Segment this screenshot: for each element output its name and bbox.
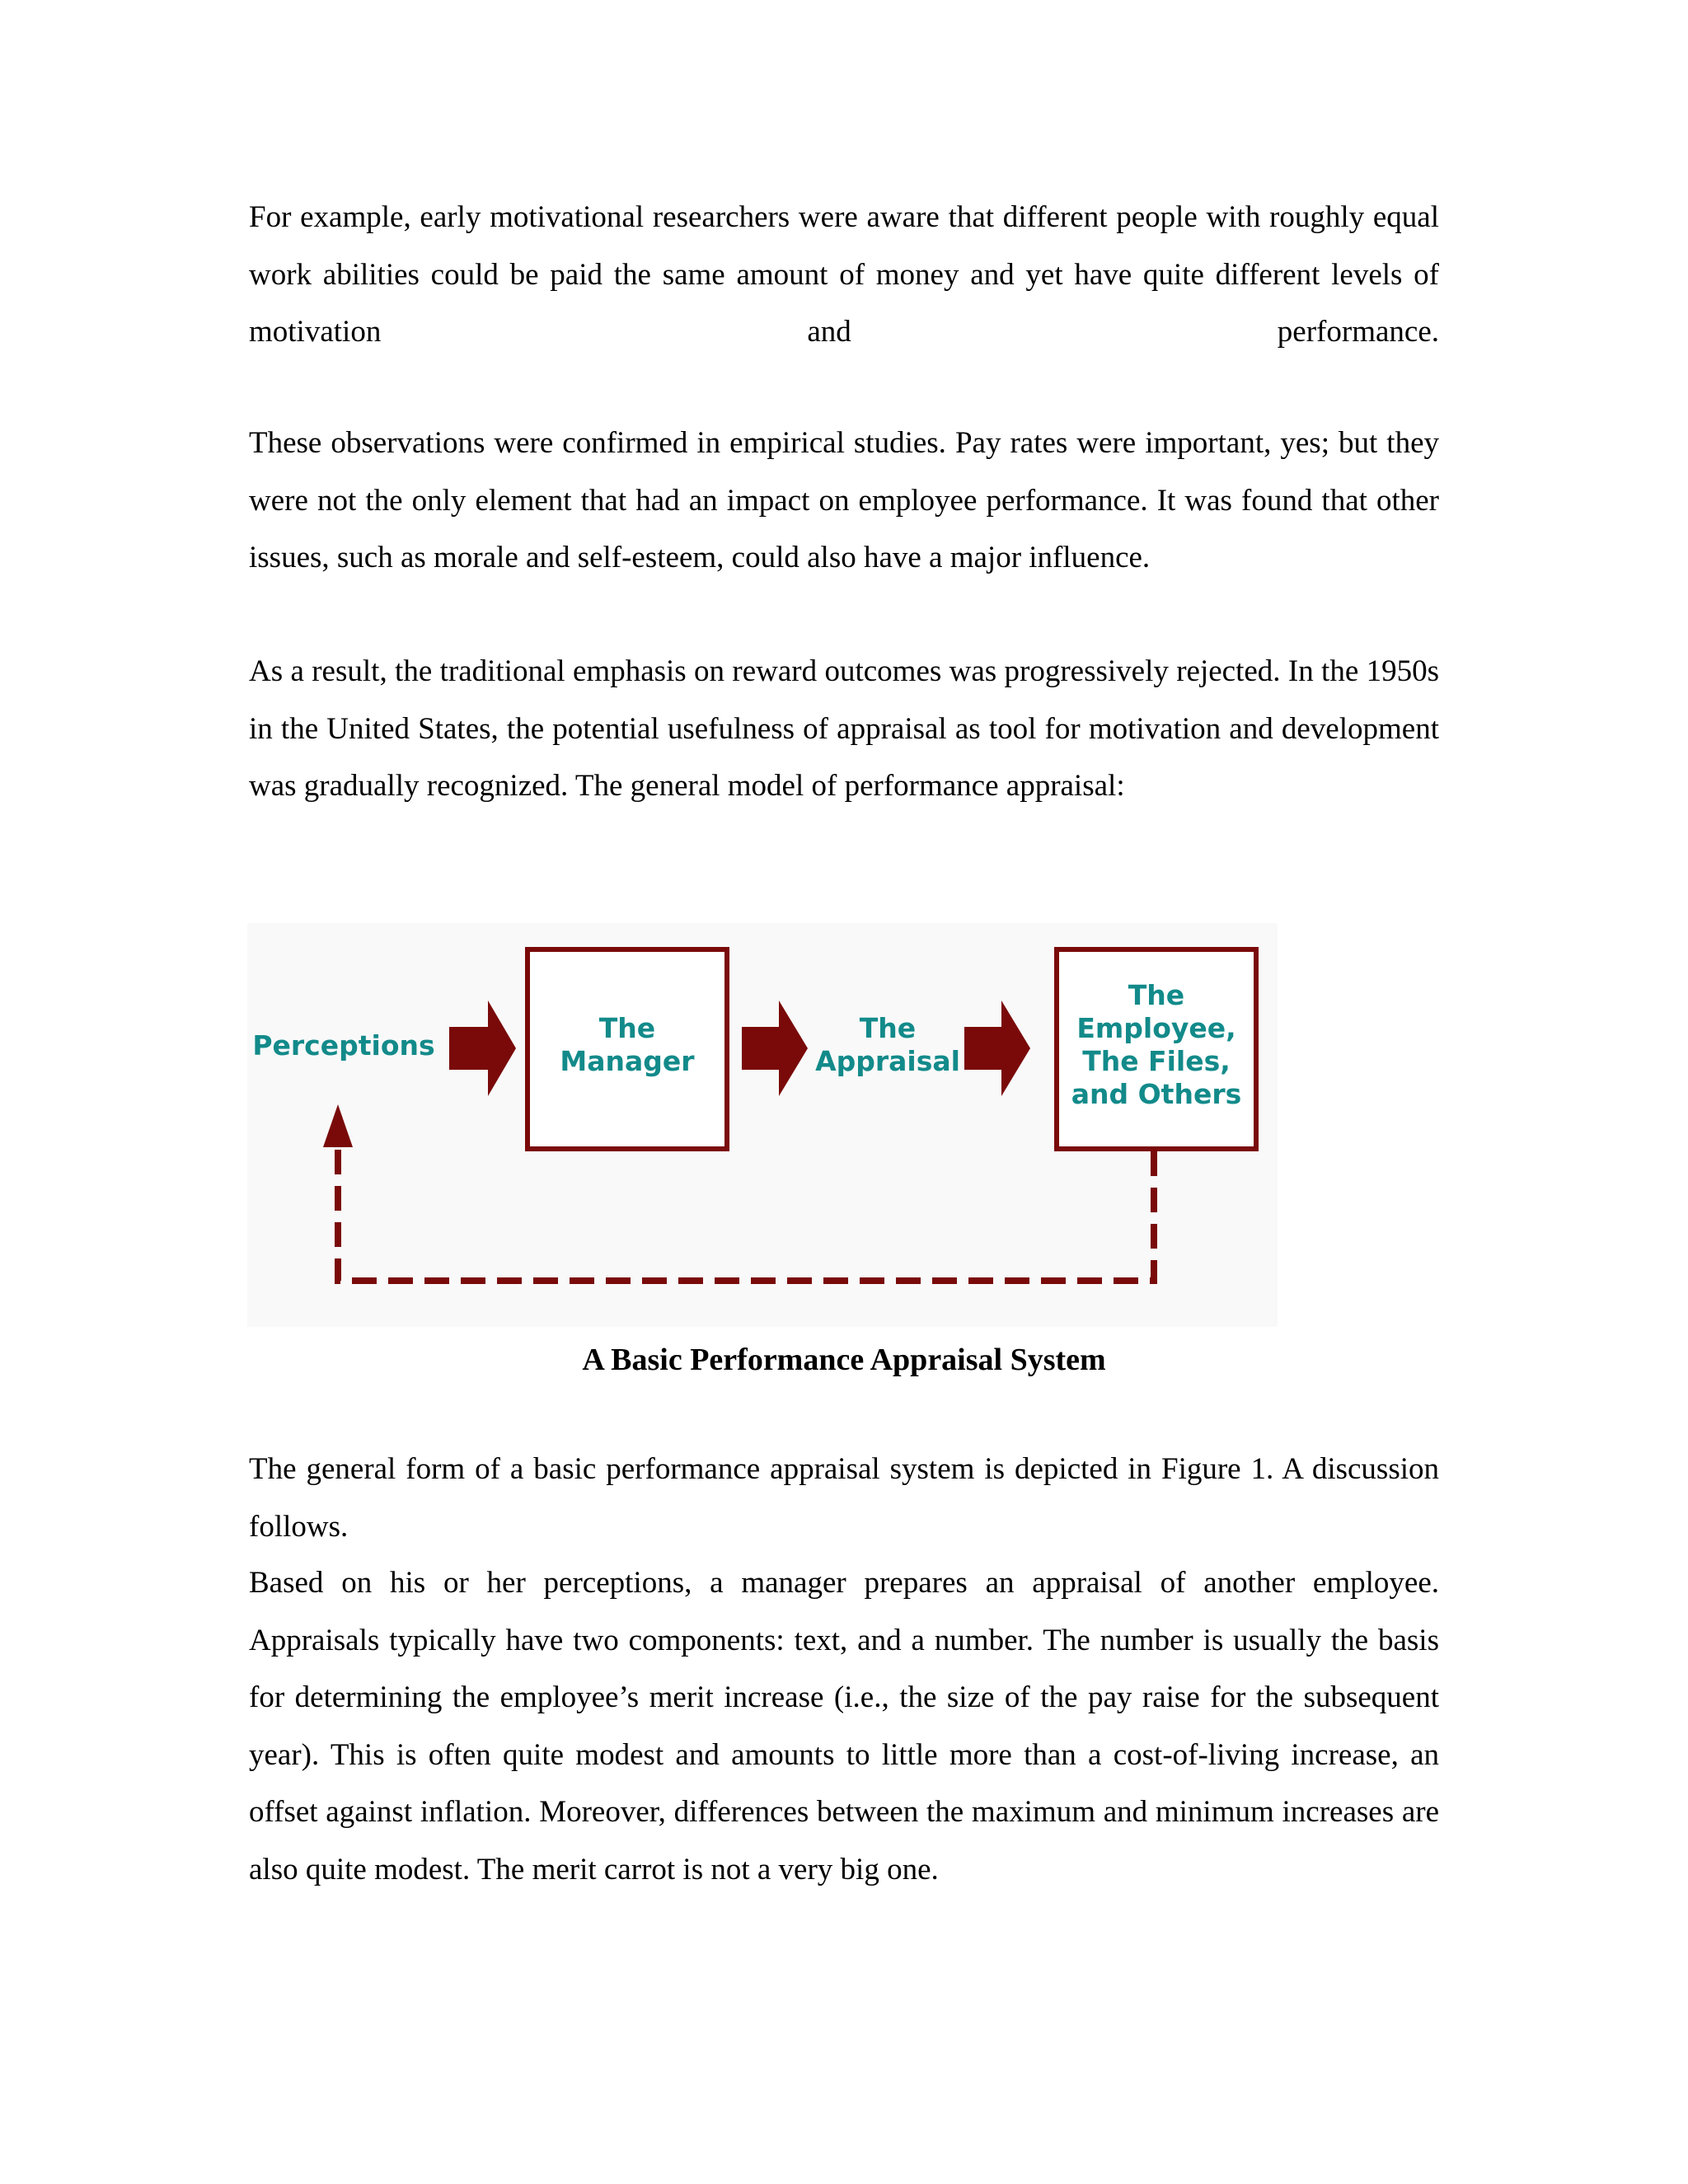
paragraph-1: For example, early motivational researchers were aware that different people with roughly equal work abilities could be paid the same amount of money and yet have quite different levels of motivation and performance. [249,200,1439,349]
label-perceptions: Perceptions [252,1029,435,1062]
diagram-svg [0,907,1688,1335]
figure-caption: A Basic Performance Appraisal System [582,1343,1106,1377]
label-employee-line1: The [1128,979,1185,1011]
paragraph-5: Based on his or her perceptions, a manager prepares an appraisal of another employee. Appraisals typically have two components: text, and a number. The number is usually the basis for determining the employee’s merit increase (i.e., the size of the pay raise for the subsequent year). This is often quite modest and amounts to little more than a cost-of-living increase, an offset against inflation. Moreover, differences between the maximum and minimum increases are also quite modest. The merit carrot is not a very big one. [249,1566,1439,1886]
paragraph-4: The general form of a basic performance appraisal system is depicted in Figure 1. A discussion follows. [249,1452,1439,1544]
label-manager-line1: The [598,1012,656,1044]
label-employee-line2: Employee, [1076,1012,1236,1044]
label-manager-line2: Manager [560,1045,695,1077]
paragraph-2: These observations were confirmed in empirical studies. Pay rates were important, yes; but they were not the only element that had an impact on employee performance. It was found that other issues, such as morale and self-esteem, could also have a major influence. [249,426,1439,574]
label-employee-line3: The Files, [1082,1045,1231,1077]
appraisal-system-diagram [0,907,1688,1335]
label-appraisal-line1: The [859,1012,917,1044]
label-appraisal-line2: Appraisal [815,1045,960,1077]
label-employee-line4: and Others [1071,1078,1242,1110]
paragraph-3: As a result, the traditional emphasis on reward outcomes was progressively rejected. In the 1950s in the United States, the potential usefulness of appraisal as tool for motivation and development was gradually recognized. The general model of performance appraisal: [249,654,1439,803]
